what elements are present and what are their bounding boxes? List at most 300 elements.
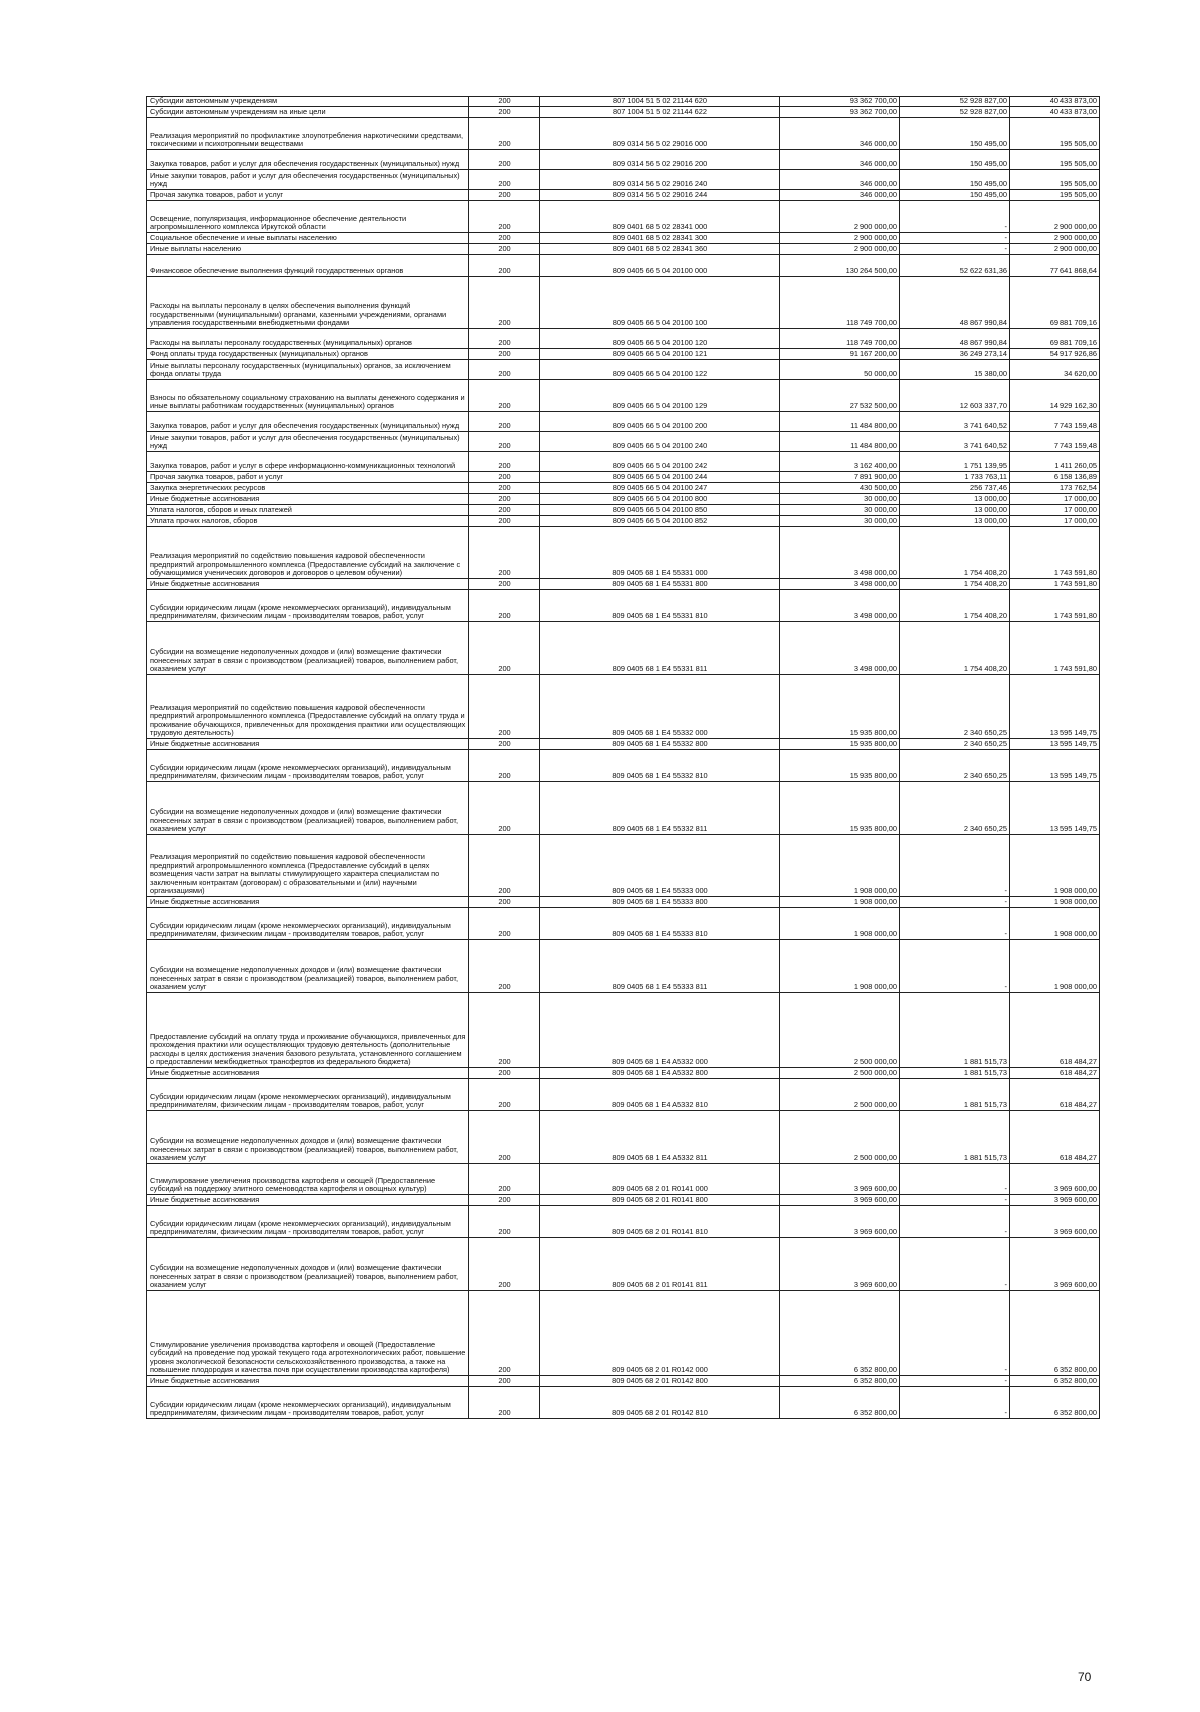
table-row bbox=[147, 505, 1100, 516]
row-fact: - bbox=[900, 1195, 1010, 1206]
row-type: 200 bbox=[469, 1387, 540, 1419]
row-label: Закупка товаров, работ и услуг для обеспечения государственных (муниципальных) нужд bbox=[147, 150, 469, 170]
row-rest: 2 900 000,00 bbox=[1010, 233, 1100, 244]
table-row bbox=[147, 118, 1100, 150]
row-rest: 2 900 000,00 bbox=[1010, 244, 1100, 255]
row-fact: 1 881 515,73 bbox=[900, 993, 1010, 1068]
row-label: Уплата прочих налогов, сборов bbox=[147, 516, 469, 527]
row-rest: 17 000,00 bbox=[1010, 494, 1100, 505]
row-rest: 34 620,00 bbox=[1010, 360, 1100, 380]
table-row bbox=[147, 277, 1100, 329]
row-code: 809 0405 68 1 E4 55332 000 bbox=[540, 675, 780, 739]
row-code: 809 0314 56 5 02 29016 244 bbox=[540, 190, 780, 201]
row-fact: - bbox=[900, 1164, 1010, 1195]
row-code: 809 0405 66 5 04 20100 240 bbox=[540, 432, 780, 452]
row-label: Субсидии на возмещение недополученных доходов и (или) возмещение фактически понесенных затрат в связи с производством (реализацией) товаров, выполнением работ, оказанием услуг bbox=[147, 940, 469, 993]
row-fact: 1 754 408,20 bbox=[900, 590, 1010, 622]
table-row bbox=[147, 940, 1100, 993]
row-fact: 1 754 408,20 bbox=[900, 622, 1010, 675]
row-fact: 2 340 650,25 bbox=[900, 750, 1010, 782]
budget-table-body bbox=[147, 97, 1100, 1419]
row-plan: 15 935 800,00 bbox=[780, 675, 900, 739]
row-type: 200 bbox=[469, 675, 540, 739]
table-row bbox=[147, 897, 1100, 908]
row-type: 200 bbox=[469, 1291, 540, 1376]
row-type: 200 bbox=[469, 993, 540, 1068]
row-plan: 3 969 600,00 bbox=[780, 1164, 900, 1195]
row-type: 200 bbox=[469, 590, 540, 622]
row-type: 200 bbox=[469, 940, 540, 993]
row-rest: 13 595 149,75 bbox=[1010, 782, 1100, 835]
row-fact: 150 495,00 bbox=[900, 190, 1010, 201]
row-type: 200 bbox=[469, 150, 540, 170]
row-type: 200 bbox=[469, 835, 540, 897]
table-row bbox=[147, 244, 1100, 255]
table-row bbox=[147, 329, 1100, 349]
row-type: 200 bbox=[469, 97, 540, 107]
row-plan: 15 935 800,00 bbox=[780, 782, 900, 835]
row-label: Субсидии на возмещение недополученных доходов и (или) возмещение фактически понесенных затрат в связи с производством (реализацией) товаров, выполнением работ, оказанием услуг bbox=[147, 622, 469, 675]
row-plan: 1 908 000,00 bbox=[780, 897, 900, 908]
row-type: 200 bbox=[469, 622, 540, 675]
row-type: 200 bbox=[469, 782, 540, 835]
row-plan: 2 900 000,00 bbox=[780, 201, 900, 233]
table-row bbox=[147, 675, 1100, 739]
row-type: 200 bbox=[469, 1164, 540, 1195]
row-rest: 618 484,27 bbox=[1010, 1079, 1100, 1111]
row-code: 809 0405 66 5 04 20100 852 bbox=[540, 516, 780, 527]
row-code: 809 0405 68 1 E4 55331 800 bbox=[540, 579, 780, 590]
row-type: 200 bbox=[469, 483, 540, 494]
row-label: Реализация мероприятий по профилактике злоупотребления наркотическими средствами, токсическими и психотропными веществами bbox=[147, 118, 469, 150]
table-row bbox=[147, 380, 1100, 412]
row-plan: 15 935 800,00 bbox=[780, 750, 900, 782]
table-row bbox=[147, 782, 1100, 835]
row-label: Субсидии на возмещение недополученных доходов и (или) возмещение фактически понесенных затрат в связи с производством (реализацией) товаров, выполнением работ, оказанием услуг bbox=[147, 1238, 469, 1291]
row-rest: 69 881 709,16 bbox=[1010, 329, 1100, 349]
row-type: 200 bbox=[469, 1238, 540, 1291]
row-plan: 11 484 800,00 bbox=[780, 412, 900, 432]
row-code: 809 0405 68 1 E4 55333 000 bbox=[540, 835, 780, 897]
table-row bbox=[147, 233, 1100, 244]
table-row bbox=[147, 1238, 1100, 1291]
row-plan: 7 891 900,00 bbox=[780, 472, 900, 483]
row-label: Освещение, популяризация, информационное обеспечение деятельности агропромышленного комплекса Иркутской области bbox=[147, 201, 469, 233]
row-fact: 13 000,00 bbox=[900, 494, 1010, 505]
row-label: Иные бюджетные ассигнования bbox=[147, 739, 469, 750]
table-row bbox=[147, 527, 1100, 579]
row-fact: 52 622 631,36 bbox=[900, 255, 1010, 277]
row-plan: 27 532 500,00 bbox=[780, 380, 900, 412]
row-plan: 50 000,00 bbox=[780, 360, 900, 380]
row-plan: 91 167 200,00 bbox=[780, 349, 900, 360]
row-fact: 1 881 515,73 bbox=[900, 1079, 1010, 1111]
row-plan: 2 900 000,00 bbox=[780, 233, 900, 244]
row-plan: 93 362 700,00 bbox=[780, 107, 900, 118]
row-label: Закупка энергетических ресурсов bbox=[147, 483, 469, 494]
table-row bbox=[147, 1387, 1100, 1419]
budget-table bbox=[146, 96, 1100, 1419]
row-plan: 15 935 800,00 bbox=[780, 739, 900, 750]
row-fact: - bbox=[900, 1376, 1010, 1387]
row-rest: 1 908 000,00 bbox=[1010, 940, 1100, 993]
row-plan: 3 162 400,00 bbox=[780, 452, 900, 472]
row-label: Иные выплаты персоналу государственных (муниципальных) органов, за исключением фонда оплаты труда bbox=[147, 360, 469, 380]
row-type: 200 bbox=[469, 233, 540, 244]
row-rest: 618 484,27 bbox=[1010, 993, 1100, 1068]
row-fact: 2 340 650,25 bbox=[900, 675, 1010, 739]
table-row bbox=[147, 472, 1100, 483]
table-row bbox=[147, 579, 1100, 590]
row-plan: 11 484 800,00 bbox=[780, 432, 900, 452]
row-fact: 3 741 640,52 bbox=[900, 432, 1010, 452]
row-rest: 14 929 162,30 bbox=[1010, 380, 1100, 412]
row-rest: 40 433 873,00 bbox=[1010, 97, 1100, 107]
row-plan: 346 000,00 bbox=[780, 150, 900, 170]
row-code: 809 0314 56 5 02 29016 000 bbox=[540, 118, 780, 150]
row-type: 200 bbox=[469, 329, 540, 349]
row-code: 809 0405 68 1 E4 55331 811 bbox=[540, 622, 780, 675]
row-fact: - bbox=[900, 835, 1010, 897]
table-row bbox=[147, 590, 1100, 622]
row-type: 200 bbox=[469, 505, 540, 516]
row-rest: 195 505,00 bbox=[1010, 118, 1100, 150]
row-type: 200 bbox=[469, 908, 540, 940]
row-fact: 48 867 990,84 bbox=[900, 277, 1010, 329]
row-label: Субсидии юридическим лицам (кроме некоммерческих организаций), индивидуальным предпринимателям, физическим лицам - производителям товаров, работ, услуг bbox=[147, 1387, 469, 1419]
row-rest: 6 352 800,00 bbox=[1010, 1387, 1100, 1419]
row-code: 809 0405 66 5 04 20100 000 bbox=[540, 255, 780, 277]
row-label: Субсидии автономным учреждениям bbox=[147, 97, 469, 107]
row-label: Субсидии юридическим лицам (кроме некоммерческих организаций), индивидуальным предпринимателям, физическим лицам - производителям товаров, работ, услуг bbox=[147, 590, 469, 622]
table-row bbox=[147, 1111, 1100, 1164]
row-type: 200 bbox=[469, 360, 540, 380]
row-fact: 1 881 515,73 bbox=[900, 1111, 1010, 1164]
row-code: 809 0405 68 1 E4 A5332 810 bbox=[540, 1079, 780, 1111]
row-code: 809 0405 66 5 04 20100 121 bbox=[540, 349, 780, 360]
row-code: 809 0405 68 1 E4 A5332 811 bbox=[540, 1111, 780, 1164]
row-rest: 1 411 260,05 bbox=[1010, 452, 1100, 472]
row-rest: 6 352 800,00 bbox=[1010, 1291, 1100, 1376]
row-plan: 1 908 000,00 bbox=[780, 835, 900, 897]
row-type: 200 bbox=[469, 255, 540, 277]
row-plan: 2 900 000,00 bbox=[780, 244, 900, 255]
row-rest: 1 743 591,80 bbox=[1010, 590, 1100, 622]
row-code: 809 0405 68 2 01 R0141 000 bbox=[540, 1164, 780, 1195]
row-rest: 6 352 800,00 bbox=[1010, 1376, 1100, 1387]
table-row bbox=[147, 622, 1100, 675]
row-type: 200 bbox=[469, 1206, 540, 1238]
row-fact: - bbox=[900, 244, 1010, 255]
row-fact: 1 754 408,20 bbox=[900, 527, 1010, 579]
row-code: 807 1004 51 5 02 21144 622 bbox=[540, 107, 780, 118]
row-rest: 1 743 591,80 bbox=[1010, 622, 1100, 675]
table-row bbox=[147, 452, 1100, 472]
row-rest: 3 969 600,00 bbox=[1010, 1164, 1100, 1195]
row-rest: 17 000,00 bbox=[1010, 505, 1100, 516]
row-label: Расходы на выплаты персоналу государственных (муниципальных) органов bbox=[147, 329, 469, 349]
row-plan: 30 000,00 bbox=[780, 516, 900, 527]
table-row bbox=[147, 494, 1100, 505]
row-label: Иные бюджетные ассигнования bbox=[147, 1068, 469, 1079]
row-plan: 6 352 800,00 bbox=[780, 1291, 900, 1376]
row-code: 809 0405 66 5 04 20100 129 bbox=[540, 380, 780, 412]
table-row bbox=[147, 516, 1100, 527]
row-type: 200 bbox=[469, 472, 540, 483]
row-label: Закупка товаров, работ и услуг в сфере информационно-коммуникационных технологий bbox=[147, 452, 469, 472]
row-label: Иные бюджетные ассигнования bbox=[147, 1376, 469, 1387]
row-plan: 6 352 800,00 bbox=[780, 1387, 900, 1419]
row-plan: 130 264 500,00 bbox=[780, 255, 900, 277]
row-type: 200 bbox=[469, 412, 540, 432]
row-plan: 1 908 000,00 bbox=[780, 908, 900, 940]
row-fact: - bbox=[900, 201, 1010, 233]
table-row bbox=[147, 1164, 1100, 1195]
row-rest: 195 505,00 bbox=[1010, 170, 1100, 190]
row-label: Финансовое обеспечение выполнения функций государственных органов bbox=[147, 255, 469, 277]
row-type: 200 bbox=[469, 118, 540, 150]
table-row bbox=[147, 835, 1100, 897]
row-plan: 3 969 600,00 bbox=[780, 1195, 900, 1206]
row-label: Прочая закупка товаров, работ и услуг bbox=[147, 472, 469, 483]
table-row bbox=[147, 1291, 1100, 1376]
row-fact: - bbox=[900, 233, 1010, 244]
row-label: Реализация мероприятий по содействию повышения кадровой обеспеченности предприятий агропромышленного комплекса (Предоставление субсидий в целях возмещения части затрат на выплаты стимулирующего характера специалистам по заключенным контрактам (договорам) с образовательными и (или) научными организациями) bbox=[147, 835, 469, 897]
row-code: 809 0405 66 5 04 20100 100 bbox=[540, 277, 780, 329]
row-label: Фонд оплаты труда государственных (муниципальных) органов bbox=[147, 349, 469, 360]
row-label: Субсидии на возмещение недополученных доходов и (или) возмещение фактически понесенных затрат в связи с производством (реализацией) товаров, выполнением работ, оказанием услуг bbox=[147, 782, 469, 835]
row-code: 809 0405 68 2 01 R0142 000 bbox=[540, 1291, 780, 1376]
row-label: Субсидии юридическим лицам (кроме некоммерческих организаций), индивидуальным предпринимателям, физическим лицам - производителям товаров, работ, услуг bbox=[147, 1079, 469, 1111]
row-label: Иные бюджетные ассигнования bbox=[147, 494, 469, 505]
row-code: 809 0314 56 5 02 29016 240 bbox=[540, 170, 780, 190]
row-fact: - bbox=[900, 1206, 1010, 1238]
row-label: Взносы по обязательному социальному страхованию на выплаты денежного содержания и иные выплаты работникам государственных (муниципальных) органов bbox=[147, 380, 469, 412]
row-type: 200 bbox=[469, 432, 540, 452]
row-fact: - bbox=[900, 1291, 1010, 1376]
row-code: 809 0405 68 2 01 R0142 810 bbox=[540, 1387, 780, 1419]
row-plan: 346 000,00 bbox=[780, 190, 900, 201]
row-type: 200 bbox=[469, 739, 540, 750]
row-fact: 52 928 827,00 bbox=[900, 107, 1010, 118]
table-row bbox=[147, 360, 1100, 380]
row-code: 809 0405 66 5 04 20100 244 bbox=[540, 472, 780, 483]
table-row bbox=[147, 1195, 1100, 1206]
row-rest: 618 484,27 bbox=[1010, 1068, 1100, 1079]
row-plan: 3 498 000,00 bbox=[780, 527, 900, 579]
row-plan: 30 000,00 bbox=[780, 505, 900, 516]
table-row bbox=[147, 150, 1100, 170]
row-plan: 2 500 000,00 bbox=[780, 1079, 900, 1111]
row-plan: 2 500 000,00 bbox=[780, 1068, 900, 1079]
row-label: Иные бюджетные ассигнования bbox=[147, 1195, 469, 1206]
row-code: 809 0405 68 1 E4 A5332 800 bbox=[540, 1068, 780, 1079]
row-fact: 150 495,00 bbox=[900, 150, 1010, 170]
row-fact: 48 867 990,84 bbox=[900, 329, 1010, 349]
row-code: 809 0405 68 1 E4 55333 811 bbox=[540, 940, 780, 993]
row-plan: 346 000,00 bbox=[780, 118, 900, 150]
row-type: 200 bbox=[469, 1068, 540, 1079]
row-type: 200 bbox=[469, 244, 540, 255]
row-fact: 1 751 139,95 bbox=[900, 452, 1010, 472]
row-plan: 1 908 000,00 bbox=[780, 940, 900, 993]
row-label: Закупка товаров, работ и услуг для обеспечения государственных (муниципальных) нужд bbox=[147, 412, 469, 432]
row-label: Реализация мероприятий по содействию повышения кадровой обеспеченности предприятий агропромышленного комплекса (Предоставление субсидий на оплату труда и проживание обучающихся, привлеченных для прохождения практики или осуществляющих трудовую деятельность) bbox=[147, 675, 469, 739]
row-fact: 15 380,00 bbox=[900, 360, 1010, 380]
row-label: Иные бюджетные ассигнования bbox=[147, 897, 469, 908]
table-row bbox=[147, 1206, 1100, 1238]
row-code: 809 0401 68 5 02 28341 360 bbox=[540, 244, 780, 255]
row-code: 809 0405 66 5 04 20100 247 bbox=[540, 483, 780, 494]
row-code: 809 0405 68 1 E4 55333 800 bbox=[540, 897, 780, 908]
row-fact: 1 754 408,20 bbox=[900, 579, 1010, 590]
table-row bbox=[147, 349, 1100, 360]
row-fact: 52 928 827,00 bbox=[900, 97, 1010, 107]
table-row bbox=[147, 412, 1100, 432]
row-plan: 346 000,00 bbox=[780, 170, 900, 190]
row-code: 809 0314 56 5 02 29016 200 bbox=[540, 150, 780, 170]
row-fact: 3 741 640,52 bbox=[900, 412, 1010, 432]
row-type: 200 bbox=[469, 750, 540, 782]
row-code: 809 0405 66 5 04 20100 850 bbox=[540, 505, 780, 516]
row-plan: 30 000,00 bbox=[780, 494, 900, 505]
row-fact: 1 733 763,11 bbox=[900, 472, 1010, 483]
table-row bbox=[147, 750, 1100, 782]
table-row bbox=[147, 1068, 1100, 1079]
row-label: Прочая закупка товаров, работ и услуг bbox=[147, 190, 469, 201]
row-code: 809 0405 68 1 E4 55332 800 bbox=[540, 739, 780, 750]
row-plan: 6 352 800,00 bbox=[780, 1376, 900, 1387]
row-type: 200 bbox=[469, 452, 540, 472]
row-fact: 150 495,00 bbox=[900, 170, 1010, 190]
row-rest: 6 158 136,89 bbox=[1010, 472, 1100, 483]
row-plan: 430 500,00 bbox=[780, 483, 900, 494]
row-code: 809 0405 68 1 E4 55332 810 bbox=[540, 750, 780, 782]
table-row bbox=[147, 739, 1100, 750]
row-code: 809 0405 68 2 01 R0141 811 bbox=[540, 1238, 780, 1291]
row-fact: 12 603 337,70 bbox=[900, 380, 1010, 412]
row-code: 807 1004 51 5 02 21144 620 bbox=[540, 97, 780, 107]
row-rest: 3 969 600,00 bbox=[1010, 1206, 1100, 1238]
row-rest: 77 641 868,64 bbox=[1010, 255, 1100, 277]
row-rest: 1 908 000,00 bbox=[1010, 897, 1100, 908]
row-code: 809 0405 66 5 04 20100 800 bbox=[540, 494, 780, 505]
row-code: 809 0405 66 5 04 20100 200 bbox=[540, 412, 780, 432]
row-label: Социальное обеспечение и иные выплаты населению bbox=[147, 233, 469, 244]
row-code: 809 0405 68 1 E4 55331 810 bbox=[540, 590, 780, 622]
row-plan: 3 969 600,00 bbox=[780, 1238, 900, 1291]
row-code: 809 0405 66 5 04 20100 120 bbox=[540, 329, 780, 349]
row-fact: - bbox=[900, 1387, 1010, 1419]
table-row bbox=[147, 201, 1100, 233]
row-fact: 2 340 650,25 bbox=[900, 782, 1010, 835]
row-code: 809 0405 66 5 04 20100 122 bbox=[540, 360, 780, 380]
row-type: 200 bbox=[469, 494, 540, 505]
row-type: 200 bbox=[469, 349, 540, 360]
row-plan: 2 500 000,00 bbox=[780, 1111, 900, 1164]
row-label: Субсидии автономным учреждениям на иные цели bbox=[147, 107, 469, 118]
row-fact: - bbox=[900, 908, 1010, 940]
row-label: Стимулирование увеличения производства картофеля и овощей (Предоставление субсидий на поддержку элитного семеноводства картофеля и овощных культур) bbox=[147, 1164, 469, 1195]
row-label: Иные закупки товаров, работ и услуг для обеспечения государственных (муниципальных) нужд bbox=[147, 432, 469, 452]
row-type: 200 bbox=[469, 190, 540, 201]
row-type: 200 bbox=[469, 107, 540, 118]
table-row bbox=[147, 107, 1100, 118]
row-rest: 54 917 926,86 bbox=[1010, 349, 1100, 360]
page-number: 70 bbox=[1078, 1670, 1092, 1684]
row-plan: 3 498 000,00 bbox=[780, 622, 900, 675]
row-rest: 13 595 149,75 bbox=[1010, 750, 1100, 782]
row-label: Иные бюджетные ассигнования bbox=[147, 579, 469, 590]
row-rest: 69 881 709,16 bbox=[1010, 277, 1100, 329]
row-type: 200 bbox=[469, 1079, 540, 1111]
row-rest: 13 595 149,75 bbox=[1010, 739, 1100, 750]
row-code: 809 0405 68 1 E4 55332 811 bbox=[540, 782, 780, 835]
row-plan: 93 362 700,00 bbox=[780, 97, 900, 107]
row-type: 200 bbox=[469, 380, 540, 412]
row-fact: 1 881 515,73 bbox=[900, 1068, 1010, 1079]
row-rest: 7 743 159,48 bbox=[1010, 432, 1100, 452]
row-label: Уплата налогов, сборов и иных платежей bbox=[147, 505, 469, 516]
table-row bbox=[147, 170, 1100, 190]
row-type: 200 bbox=[469, 170, 540, 190]
row-fact: 13 000,00 bbox=[900, 505, 1010, 516]
row-label: Иные выплаты населению bbox=[147, 244, 469, 255]
row-rest: 3 969 600,00 bbox=[1010, 1195, 1100, 1206]
row-plan: 3 498 000,00 bbox=[780, 579, 900, 590]
row-rest: 7 743 159,48 bbox=[1010, 412, 1100, 432]
row-code: 809 0401 68 5 02 28341 000 bbox=[540, 201, 780, 233]
row-plan: 118 749 700,00 bbox=[780, 277, 900, 329]
row-code: 809 0401 68 5 02 28341 300 bbox=[540, 233, 780, 244]
row-rest: 618 484,27 bbox=[1010, 1111, 1100, 1164]
row-type: 200 bbox=[469, 1195, 540, 1206]
row-fact: - bbox=[900, 940, 1010, 993]
row-rest: 40 433 873,00 bbox=[1010, 107, 1100, 118]
row-type: 200 bbox=[469, 579, 540, 590]
row-code: 809 0405 68 2 01 R0141 800 bbox=[540, 1195, 780, 1206]
row-fact: 150 495,00 bbox=[900, 118, 1010, 150]
row-code: 809 0405 68 2 01 R0142 800 bbox=[540, 1376, 780, 1387]
row-code: 809 0405 68 1 E4 55333 810 bbox=[540, 908, 780, 940]
table-row bbox=[147, 908, 1100, 940]
row-rest: 1 908 000,00 bbox=[1010, 908, 1100, 940]
row-fact: - bbox=[900, 897, 1010, 908]
row-rest: 173 762,54 bbox=[1010, 483, 1100, 494]
row-plan: 2 500 000,00 bbox=[780, 993, 900, 1068]
row-rest: 13 595 149,75 bbox=[1010, 675, 1100, 739]
table-row bbox=[147, 483, 1100, 494]
row-rest: 1 908 000,00 bbox=[1010, 835, 1100, 897]
table-row bbox=[147, 1376, 1100, 1387]
table-row bbox=[147, 190, 1100, 201]
row-rest: 195 505,00 bbox=[1010, 190, 1100, 201]
row-type: 200 bbox=[469, 527, 540, 579]
row-fact: 36 249 273,14 bbox=[900, 349, 1010, 360]
table-row bbox=[147, 1079, 1100, 1111]
row-fact: 2 340 650,25 bbox=[900, 739, 1010, 750]
row-rest: 2 900 000,00 bbox=[1010, 201, 1100, 233]
row-type: 200 bbox=[469, 897, 540, 908]
row-type: 200 bbox=[469, 201, 540, 233]
row-label: Предоставление субсидий на оплату труда и проживание обучающихся, привлеченных для прохождения практики или осуществляющих трудовую деятельность (дополнительные расходы в целях достижения значения базового результата, установленного соглашением о предоставлении межбюджетных трансфертов из федерального бюджета) bbox=[147, 993, 469, 1068]
row-code: 809 0405 68 1 E4 55331 000 bbox=[540, 527, 780, 579]
row-label: Субсидии юридическим лицам (кроме некоммерческих организаций), индивидуальным предпринимателям, физическим лицам - производителям товаров, работ, услуг bbox=[147, 750, 469, 782]
row-label: Иные закупки товаров, работ и услуг для обеспечения государственных (муниципальных) нужд bbox=[147, 170, 469, 190]
table-row bbox=[147, 432, 1100, 452]
row-label: Субсидии на возмещение недополученных доходов и (или) возмещение фактически понесенных затрат в связи с производством (реализацией) товаров, выполнением работ, оказанием услуг bbox=[147, 1111, 469, 1164]
row-label: Субсидии юридическим лицам (кроме некоммерческих организаций), индивидуальным предпринимателям, физическим лицам - производителям товаров, работ, услуг bbox=[147, 1206, 469, 1238]
